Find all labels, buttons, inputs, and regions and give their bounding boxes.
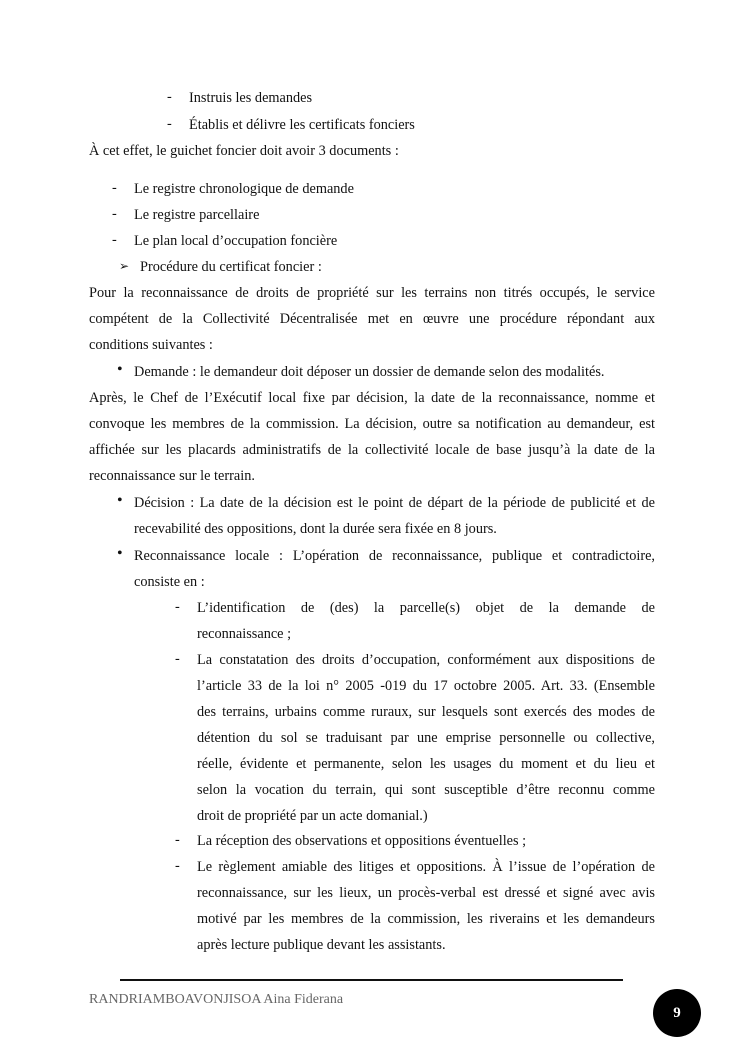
sub-item-cont: des terrains, urbains comme ruraux, sur lesquels sont exercés des modes de <box>197 704 655 720</box>
bullet-item: Reconnaissance locale : L’opération de reconnaissance, publique et contradictoire, <box>134 548 655 564</box>
bullet-item-cont: recevabilité des oppositions, dont la durée sera fixée en 8 jours. <box>134 521 497 537</box>
list-item: Instruis les demandes <box>189 90 313 106</box>
footer-author: RANDRIAMBOAVONJISOA Aina Fiderana <box>89 992 344 1007</box>
dash-marker: - <box>175 832 180 848</box>
list-item: Le plan local d’occupation foncière <box>134 233 338 249</box>
bullet-icon: • <box>117 545 123 562</box>
list-item: Le registre parcellaire <box>134 207 260 223</box>
paragraph-line: reconnaissance sur le terrain. <box>89 468 255 484</box>
dash-marker: - <box>112 206 117 222</box>
bullet-item-cont: consiste en : <box>134 574 205 590</box>
dash-marker: - <box>167 89 172 105</box>
documents-intro: À cet effet, le guichet foncier doit avoir 3 documents : <box>89 143 399 159</box>
paragraph-line: convoque les membres de la commission. La décision, outre sa notification au demandeur, est <box>89 416 655 432</box>
sub-item-cont: détention du sol se traduisant par une emprise personnelle ou collective, <box>197 730 655 746</box>
sub-item: La réception des observations et oppositions éventuelles ; <box>197 833 527 849</box>
section-heading: Procédure du certificat foncier : <box>140 259 322 275</box>
sub-item: L’identification de (des) la parcelle(s) objet de la demande de <box>197 600 655 616</box>
sub-item-cont: reconnaissance, sur les lieux, un procès-verbal est dressé et signé avec avis <box>197 885 655 901</box>
bullet-icon: • <box>117 492 123 509</box>
sub-item-cont: réelle, évidente et permanente, selon les usages du moment et du lieu et <box>197 756 655 772</box>
sub-item: Le règlement amiable des litiges et oppositions. À l’issue de l’opération de <box>197 859 655 875</box>
dash-marker: - <box>112 232 117 248</box>
bullet-item: Décision : La date de la décision est le point de départ de la période de publicité et de <box>134 495 655 511</box>
bullet-icon: • <box>117 361 123 378</box>
arrow-bullet-icon: ➢ <box>119 259 130 273</box>
bullet-item: Demande : le demandeur doit déposer un dossier de demande selon des modalités. <box>134 364 605 380</box>
paragraph-line: conditions suivantes : <box>89 337 213 353</box>
paragraph-line: Pour la reconnaissance de droits de propriété sur les terrains non titrés occupés, le service <box>89 285 655 301</box>
dash-marker: - <box>167 116 172 132</box>
sub-item-cont: après lecture publique devant les assistants. <box>197 937 446 953</box>
sub-item-cont: l’article 33 de la loi n° 2005 -019 du 17 octobre 2005. Art. 33. (Ensemble <box>197 678 655 694</box>
sub-item-cont: droit de propriété par un acte domanial.) <box>197 808 428 824</box>
dash-marker: - <box>175 651 180 667</box>
dash-marker: - <box>175 858 180 874</box>
sub-item-cont: motivé par les membres de la commission, les riverains et les demandeurs <box>197 911 655 927</box>
sub-item: La constatation des droits d’occupation, conformément aux dispositions de <box>197 652 655 668</box>
list-item: Le registre chronologique de demande <box>134 181 354 197</box>
list-item: Établis et délivre les certificats fonciers <box>189 117 415 133</box>
sub-item-cont: reconnaissance ; <box>197 626 292 642</box>
sub-item-cont: selon la vocation du terrain, qui sont susceptible d’être reconnu comme <box>197 782 655 798</box>
paragraph-line: Après, le Chef de l’Exécutif local fixe par décision, la date de la reconnaissance, nomme et <box>89 390 655 406</box>
page-number-badge: 9 <box>653 989 701 1037</box>
paragraph-line: affichée sur les placards administratifs de la collectivité locale de base jusqu’à la date de la <box>89 442 655 458</box>
footer-rule <box>120 979 623 981</box>
dash-marker: - <box>175 599 180 615</box>
dash-marker: - <box>112 180 117 196</box>
paragraph-line: compétent de la Collectivité Décentralisée met en œuvre une procédure répondant aux <box>89 311 655 327</box>
